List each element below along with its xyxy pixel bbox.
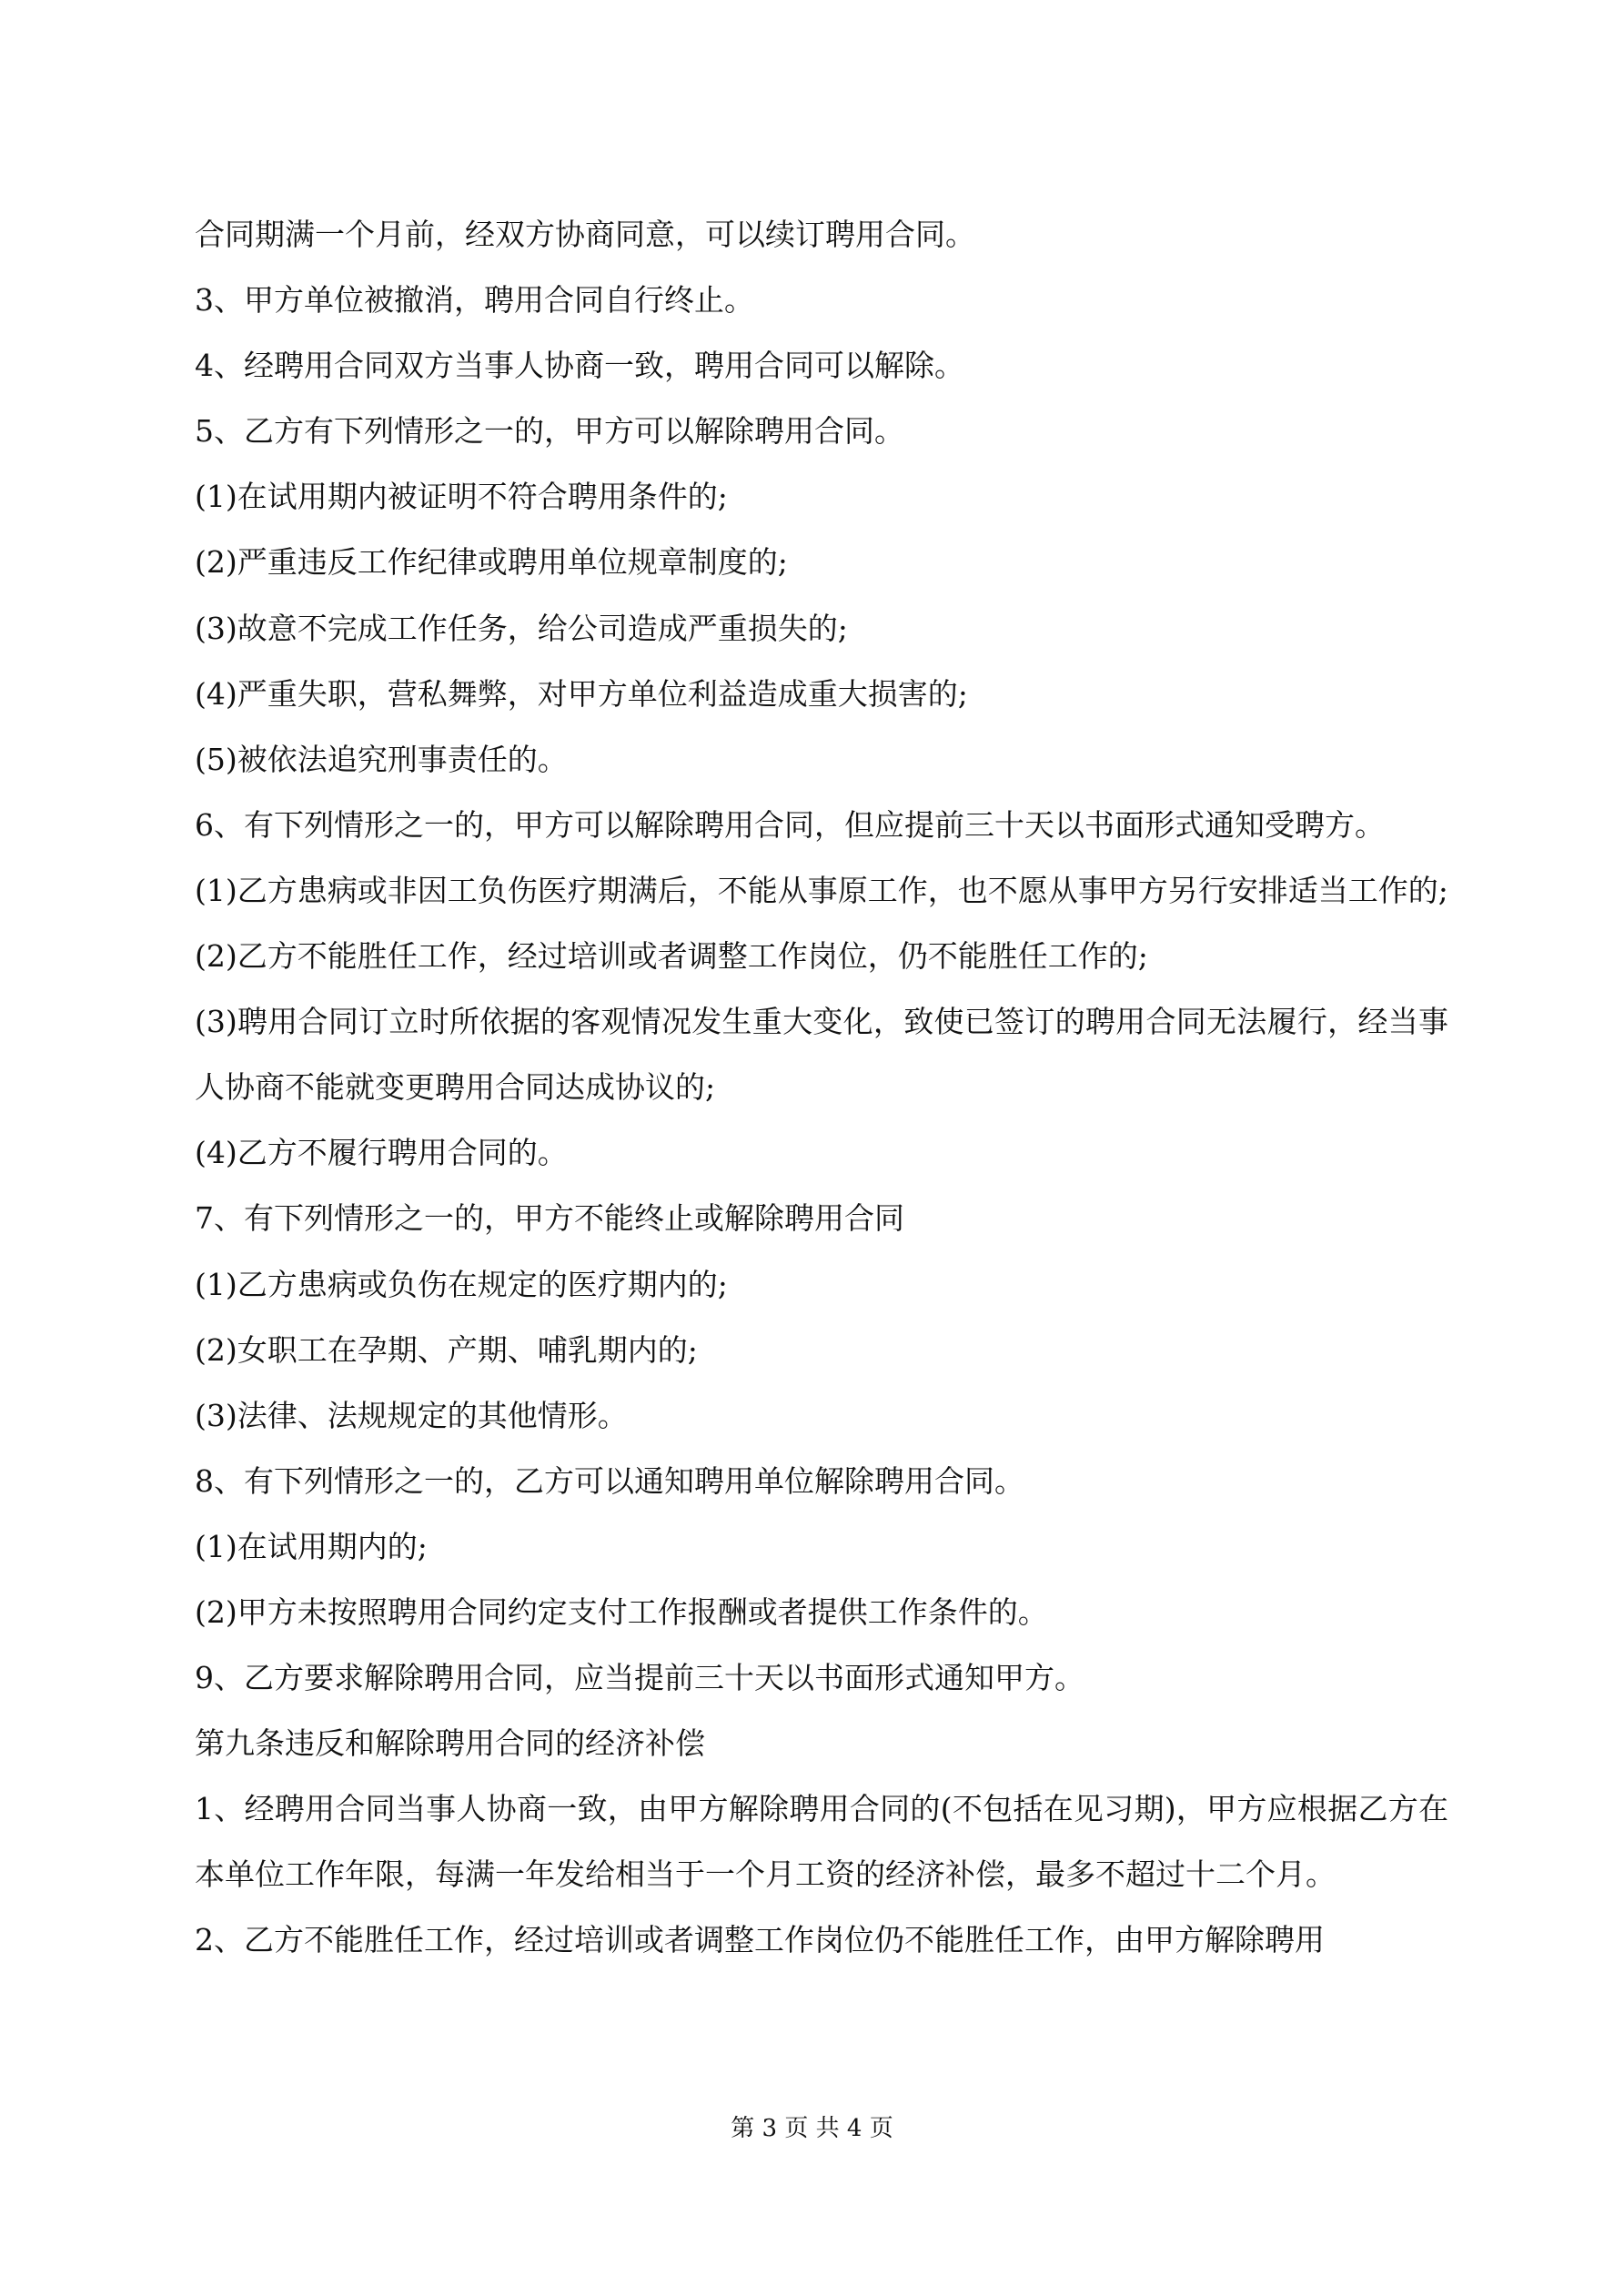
paragraph: 7、有下列情形之一的，甲方不能终止或解除聘用合同 [195, 1200, 904, 1237]
document-body [195, 202, 1448, 1974]
page-number-footer: 第 3 页 共 4 页 [731, 2115, 893, 2142]
paragraph: 6、有下列情形之一的，甲方可以解除聘用合同，但应提前三十天以书面形式通知受聘方。 [195, 806, 1385, 843]
paragraph: (5)被依法追究刑事责任的。 [195, 741, 568, 777]
paragraph: 8、有下列情形之一的，乙方可以通知聘用单位解除聘用合同。 [195, 1462, 1024, 1499]
paragraph: (1)在试用期内被证明不符合聘用条件的; [195, 479, 728, 515]
paragraph: (3)故意不完成工作任务，给公司造成严重损失的; [195, 610, 848, 646]
paragraph: (2)甲方未按照聘用合同约定支付工作报酬或者提供工作条件的。 [195, 1593, 1048, 1630]
paragraph: 2、乙方不能胜任工作，经过培训或者调整工作岗位仍不能胜任工作，由甲方解除聘用 [195, 1922, 1325, 1958]
paragraph: 5、乙方有下列情形之一的，甲方可以解除聘用合同。 [195, 413, 904, 450]
paragraph: (1)在试用期内的; [195, 1528, 428, 1564]
section-heading: 第九条违反和解除聘用合同的经济补偿 [195, 1725, 705, 1762]
paragraph: (2)女职工在孕期、产期、哺乳期内的; [195, 1331, 698, 1368]
paragraph: (3)聘用合同订立时所依据的客观情况发生重大变化，致使已签订的聘用合同无法履行，经当事人协商不能就变更聘用合同达成协议的; [195, 1004, 1448, 1106]
paragraph: 1、经聘用合同当事人协商一致，由甲方解除聘用合同的(不包括在见习期)，甲方应根据乙方在本单位工作年限，每满一年发给相当于一个月工资的经济补偿，最多不超过十二个月。 [195, 1791, 1448, 1893]
paragraph: 3、甲方单位被撤消，聘用合同自行终止。 [195, 282, 754, 319]
paragraph: (1)乙方患病或负伤在规定的医疗期内的; [195, 1266, 728, 1302]
paragraph: (4)严重失职，营私舞弊，对甲方单位利益造成重大损害的; [195, 675, 968, 712]
paragraph: (2)乙方不能胜任工作，经过培训或者调整工作岗位，仍不能胜任工作的; [195, 938, 1148, 975]
paragraph: (4)乙方不履行聘用合同的。 [195, 1135, 568, 1171]
paragraph: 9、乙方要求解除聘用合同，应当提前三十天以书面形式通知甲方。 [195, 1660, 1084, 1696]
paragraph: 合同期满一个月前，经双方协商同意，可以续订聘用合同。 [195, 217, 975, 252]
paragraph: (2)严重违反工作纪律或聘用单位规章制度的; [195, 544, 788, 581]
paragraph: (1)乙方患病或非因工负伤医疗期满后，不能从事原工作，也不愿从事甲方另行安排适当工作的; [195, 872, 1448, 908]
paragraph: 4、经聘用合同双方当事人协商一致，聘用合同可以解除。 [195, 348, 964, 384]
paragraph: (3)法律、法规规定的其他情形。 [195, 1397, 628, 1433]
